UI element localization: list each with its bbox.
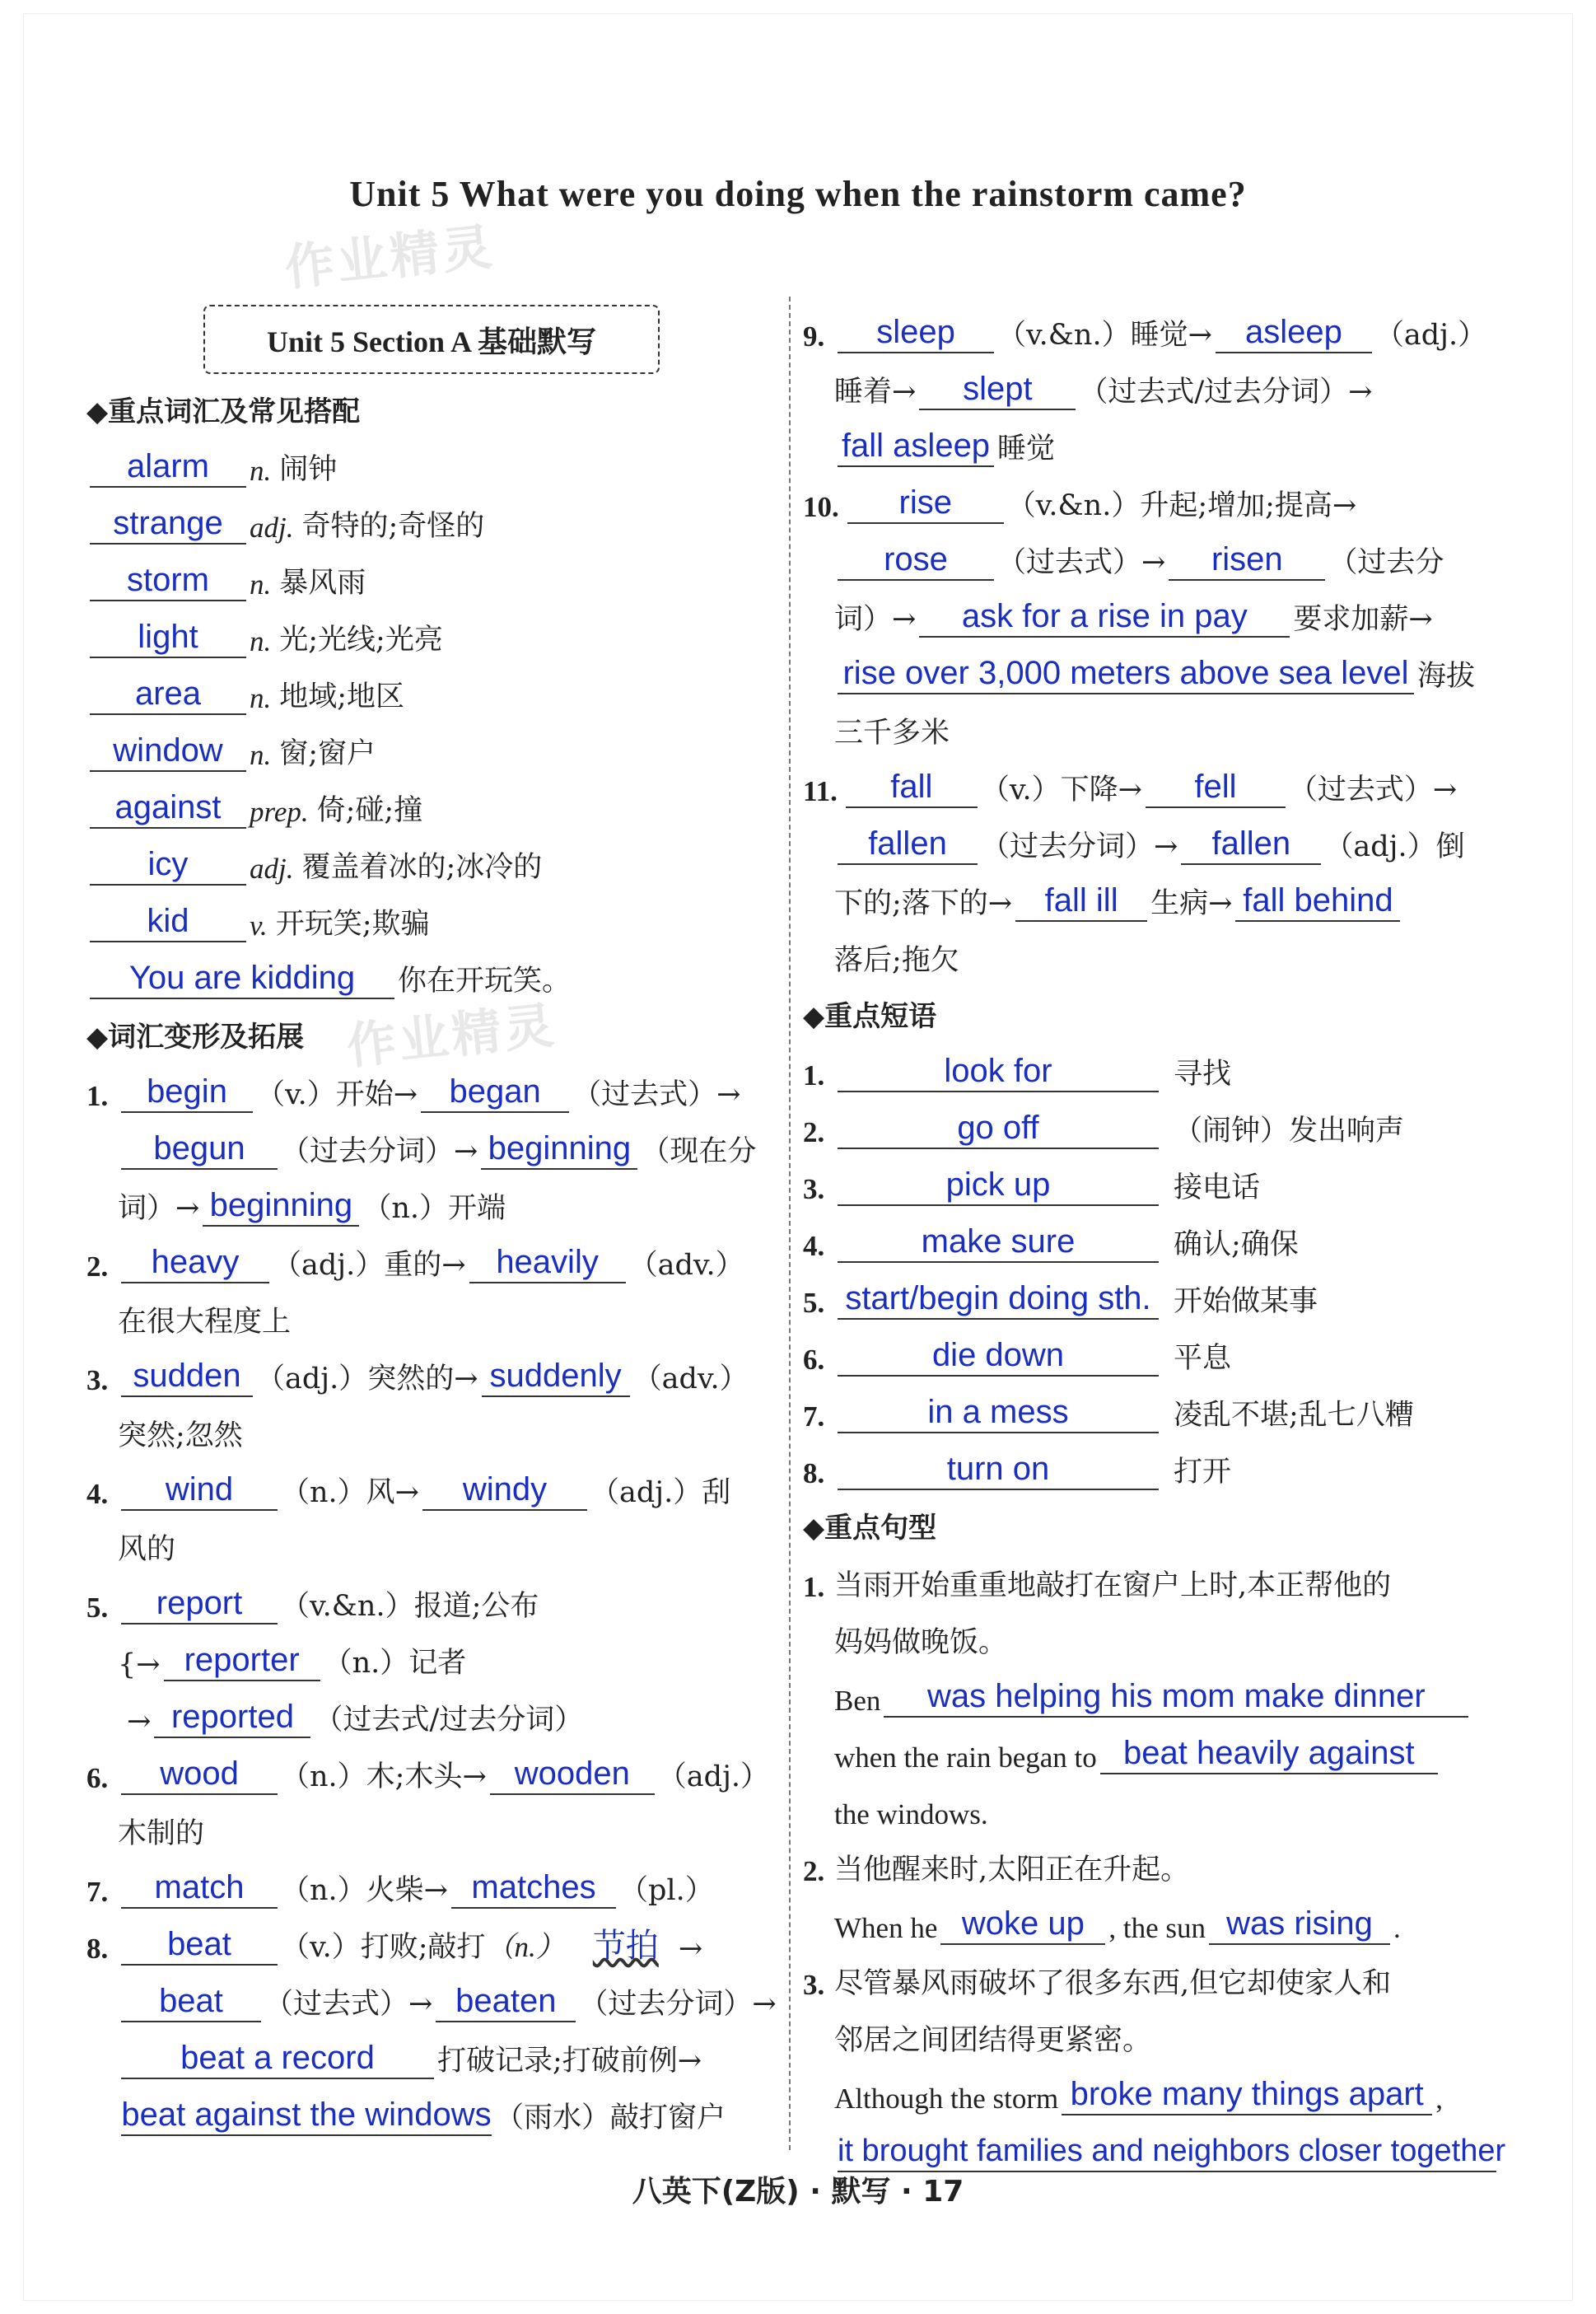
form-item-8-cont: beat （过去式）→ beaten （过去分词）→ [86, 1974, 777, 2031]
vocab-item: You are kidding 你在开玩笑。 [86, 951, 777, 1007]
answer: strange [90, 503, 246, 545]
left-column [86, 305, 777, 2144]
form-item-11-cont: 下的;落下的→ fall ill 生病→ fall behind [803, 873, 1503, 930]
form-item-5-cont: {→ reporter （n.）记者 [118, 1642, 467, 1681]
phrase-item: 3. pick up 接电话 [803, 1166, 1261, 1205]
vocab-item: light n. 光;光线;光亮 [86, 610, 777, 666]
sentence-3-cont: 邻居之间团结得更紧密。 [834, 2024, 1152, 2057]
form-item-1-cont: begun （过去分词）→ beginning （现在分 [86, 1121, 777, 1178]
form-item-11-cont: fallen （过去分词）→ fallen （adj.）倒 [803, 816, 1503, 873]
watermark: 作业精灵 [343, 996, 560, 1077]
form-item-2: 2. heavy （adj.）重的→ heavily （adv.） [86, 1244, 744, 1283]
form-item-8-cont: beat against the windows （雨水）敲打窗户 [121, 2097, 726, 2134]
forms-heading: ◆词汇变形及拓展 [86, 1021, 305, 1054]
vocab-item: against prep. 倚;碰;撞 [86, 780, 777, 837]
sentence-2-cont: When he woke up , the sun was rising . [834, 1905, 1401, 1944]
phrase-item: 4. make sure 确认;确保 [803, 1223, 1299, 1262]
form-item-9: 9. sleep （v.&n.）睡觉→ asleep （adj.） [803, 314, 1487, 353]
form-item-10-cont: rise over 3,000 meters above sea level 海拔 [803, 646, 1503, 703]
form-item-3-cont: 突然;忽然 [118, 1419, 243, 1452]
form-item-7: 7. match （n.）火柴→ matches （pl.） [86, 1869, 714, 1908]
answer: You are kidding [90, 958, 394, 999]
phrases-heading: ◆重点短语 [803, 1000, 937, 1033]
sentence-3: 3. 尽管暴风雨破坏了很多东西,但它却使家人和 [803, 1967, 1392, 2001]
sentence-1-cont: when the rain began to beat heavily against [803, 1726, 1503, 1783]
form-item-6: 6. wood （n.）木;木头→ wooden （adj.） [86, 1755, 770, 1794]
phrase-item: 2. go off （闹钟）发出响声 [803, 1110, 1405, 1148]
answer: against [90, 788, 246, 829]
answer: window [90, 731, 246, 772]
form-item-3: 3. sudden （adj.）突然的→ suddenly （adv.） [86, 1358, 749, 1396]
form-item-11-cont: 落后;拖欠 [834, 944, 959, 977]
answer: kid [90, 901, 246, 942]
answer: icy [90, 844, 246, 886]
vocab-item: storm n. 暴风雨 [86, 553, 777, 610]
sentence-1-cont: 妈妈做晚饭。 [834, 1626, 1008, 1659]
sentence-2: 2. 当他醒来时,太阳正在升起。 [803, 1854, 1190, 1887]
phrase-item: 7. in a mess 凌乱不堪;乱七八糟 [803, 1394, 1414, 1433]
form-item-1-cont: 词）→ beginning （n.）开端 [118, 1187, 506, 1225]
answer: storm [90, 560, 246, 601]
sentence-1-cont: the windows. [834, 1798, 988, 1830]
form-item-5-cont: → reported （过去式/过去分词） [118, 1699, 584, 1738]
form-item-8-cont: beat a record 打破记录;打破前例→ [86, 2031, 777, 2087]
phrase-item: 1. look for 寻找 [803, 1053, 1232, 1092]
page-title: Unit 5 What were you doing when the rainstorm came? [349, 174, 1247, 214]
form-item-4: 4. wind （n.）风→ windy （adj.）刮 [86, 1471, 731, 1510]
phrase-item: 8. turn on 打开 [803, 1451, 1232, 1489]
vocab-item: area n. 地域;地区 [86, 666, 777, 723]
sentence-3-cont: Although the storm broke many things apart , [834, 2076, 1443, 2115]
form-item-2-cont: 在很大程度上 [118, 1306, 292, 1339]
sentence-1: 1. 当雨开始重重地敲打在窗户上时,本正帮他的 [803, 1569, 1392, 1603]
sentences-heading: ◆重点句型 [803, 1512, 937, 1545]
form-item-11: 11. fall （v.）下降→ fell （过去式）→ [803, 769, 1458, 807]
sentence-1-cont: Ben was helping his mom make dinner [803, 1669, 1503, 1726]
form-item-8: 8. beat （v.）打败;敲打 （n.） 节拍 → [86, 1926, 703, 1966]
form-item-6-cont: 木制的 [118, 1817, 205, 1850]
form-item-1: 1. begin （v.）开始→ began （过去式）→ [86, 1073, 741, 1112]
form-item-10-cont: 词）→ ask for a rise in pay 要求加薪→ [834, 598, 1433, 636]
column-divider [789, 297, 791, 2150]
page-footer: 八英下(Z版) · 默写 · 17 [632, 2175, 964, 2209]
vocab-item: strange adj. 奇特的;奇怪的 [86, 496, 777, 553]
phrase-item: 5. start/begin doing sth. 开始做某事 [803, 1280, 1318, 1319]
answer: light [90, 617, 246, 658]
form-item-9-cont: 睡着→ slept （过去式/过去分词）→ [834, 371, 1373, 409]
vocab-item: window n. 窗;窗户 [86, 723, 777, 780]
form-item-10-cont: 三千多米 [834, 717, 950, 750]
vocab-heading: ◆重点词汇及常见搭配 [86, 395, 361, 428]
vocab-item: alarm n. 闹钟 [86, 439, 777, 496]
right-column [803, 305, 1506, 2181]
form-item-10: 10. rise （v.&n.）升起;增加;提高→ [803, 484, 1357, 523]
vocab-item: kid v. 开玩笑;欺骗 [86, 894, 777, 951]
watermark: 作业精灵 [282, 217, 498, 298]
section-title-box: Unit 5 Section A 基础默写 [203, 305, 660, 374]
answer: area [90, 674, 246, 715]
form-item-5: 5. report （v.&n.）报道;公布 [86, 1585, 539, 1624]
phrase-item: 6. die down 平息 [803, 1337, 1232, 1376]
form-item-4-cont: 风的 [118, 1533, 176, 1566]
vocab-item: icy adj. 覆盖着冰的;冰冷的 [86, 837, 777, 894]
form-item-10-cont: rose （过去式）→ risen （过去分 [803, 532, 1503, 589]
answer: alarm [90, 446, 246, 488]
form-item-9-cont: fall asleep 睡觉 [803, 418, 1503, 475]
sentence-3-cont: it brought families and neighbors closer together [803, 2124, 1503, 2181]
